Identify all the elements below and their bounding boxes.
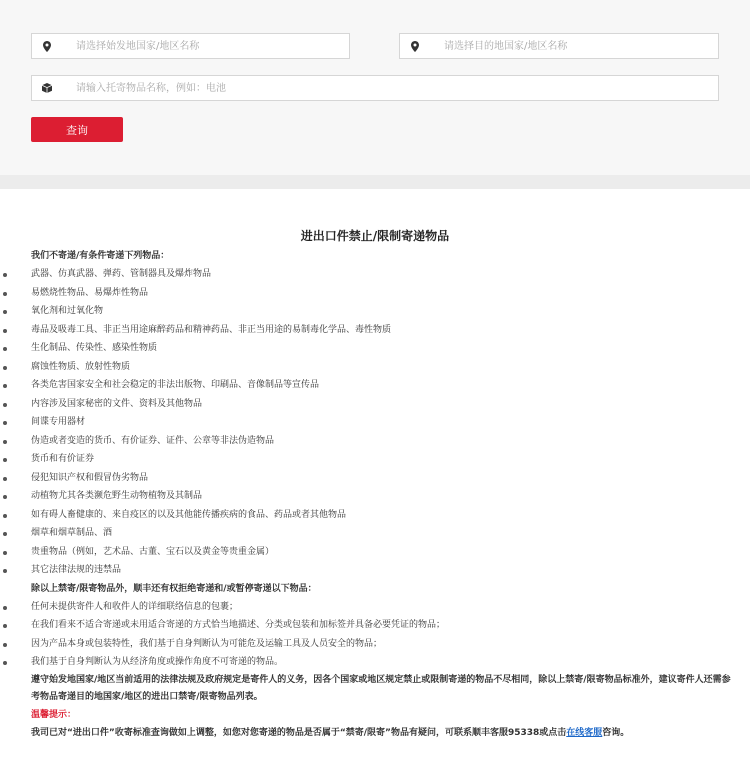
list-item: 各类危害国家安全和社会稳定的非法出版物、印刷品、音像制品等宣传品 bbox=[31, 376, 731, 395]
tip-text bbox=[31, 725, 731, 742]
list-item: 氧化剂和过氧化物 bbox=[31, 302, 731, 321]
list-item: 因为产品本身或包装特性，我们基于自身判断认为可能危及运输工具及人员安全的物品； bbox=[31, 635, 731, 654]
list-item: 腐蚀性物质、放射性物质 bbox=[31, 358, 731, 377]
location-pin-icon bbox=[32, 34, 62, 58]
destination-country-input[interactable] bbox=[430, 35, 718, 57]
section1-heading: 我们不寄递/有条件寄递下列物品： bbox=[31, 251, 170, 261]
tip-title: 温馨提示： bbox=[31, 709, 77, 720]
origin-country-input[interactable] bbox=[62, 35, 349, 57]
list-item: 武器、仿真武器、弹药、管制器具及爆炸物品 bbox=[31, 265, 731, 284]
list-item: 如有碍人畜健康的、来自疫区的以及其他能传播疾病的食品、药品或者其他物品 bbox=[31, 506, 731, 525]
tip-text-before: 我司已对“进出口件”收寄标准查询做如上调整，如您对您寄递的物品是否属于“禁寄/限寄”物品有疑问，可联系顺丰客服95338或点击 bbox=[31, 727, 567, 738]
list-item: 我们基于自身判断认为从经济角度或操作角度不可寄递的物品。 bbox=[31, 653, 731, 672]
tip-text-after: 咨询。 bbox=[602, 727, 630, 738]
list-item: 间谍专用器材 bbox=[31, 413, 731, 432]
content-body bbox=[31, 247, 731, 742]
list-item: 侵犯知识产权和假冒伪劣物品 bbox=[31, 469, 731, 488]
goods-name-input[interactable] bbox=[62, 77, 718, 99]
prohibited-items-list bbox=[31, 265, 731, 580]
page-title: 进出口件禁止/限制寄递物品 bbox=[300, 229, 450, 243]
location-pin-icon bbox=[400, 34, 430, 58]
destination-country-field[interactable] bbox=[399, 33, 719, 59]
refused-items-list bbox=[31, 598, 731, 672]
list-item: 动植物尤其各类濒危野生动物植物及其制品 bbox=[31, 487, 731, 506]
box-icon bbox=[32, 76, 62, 100]
list-item: 毒品及吸毒工具、非正当用途麻醉药品和精神药品、非正当用途的易制毒化学品、毒性物质 bbox=[31, 321, 731, 340]
list-item: 任何未提供寄件人和收件人的详细联络信息的包裹； bbox=[31, 598, 731, 617]
goods-name-field[interactable] bbox=[31, 75, 719, 101]
section-divider bbox=[0, 175, 750, 189]
list-item: 其它法律法规的违禁品 bbox=[31, 561, 731, 580]
list-item: 生化制品、传染性、感染性物质 bbox=[31, 339, 731, 358]
list-item: 在我们看来不适合寄递或未用适合寄递的方式恰当地描述、分类或包装和加标签并具备必要凭证的物品； bbox=[31, 616, 731, 635]
section2-heading: 除以上禁寄/限寄物品外，顺丰还有权拒绝寄递和/或暂停寄递以下物品： bbox=[31, 583, 317, 594]
origin-country-field[interactable] bbox=[31, 33, 350, 59]
query-button[interactable]: 查询 bbox=[31, 117, 123, 142]
list-item: 货币和有价证券 bbox=[31, 450, 731, 469]
compliance-note: 遵守始发地国家/地区当前适用的法律法规及政府规定是寄件人的义务，因各个国家或地区规定禁止或限制寄递的物品不尽相同，除以上禁寄/限寄物品标准外，建议寄件人还需参考物品寄递目的地国家/地区的进出口禁寄/限寄物品列表。 bbox=[31, 674, 731, 702]
list-item: 易燃烧性物品、易爆炸性物品 bbox=[31, 284, 731, 303]
search-panel bbox=[0, 0, 750, 175]
online-service-link[interactable]: 在线客服 bbox=[566, 727, 603, 738]
list-item: 伪造或者变造的货币、有价证券、证件、公章等非法伪造物品 bbox=[31, 432, 731, 451]
list-item: 内容涉及国家秘密的文件、资料及其他物品 bbox=[31, 395, 731, 414]
list-item: 贵重物品（例如，艺术品、古董、宝石以及黄金等贵重金属） bbox=[31, 543, 731, 562]
restricted-items-content bbox=[0, 189, 750, 765]
list-item: 烟草和烟草制品、酒 bbox=[31, 524, 731, 543]
